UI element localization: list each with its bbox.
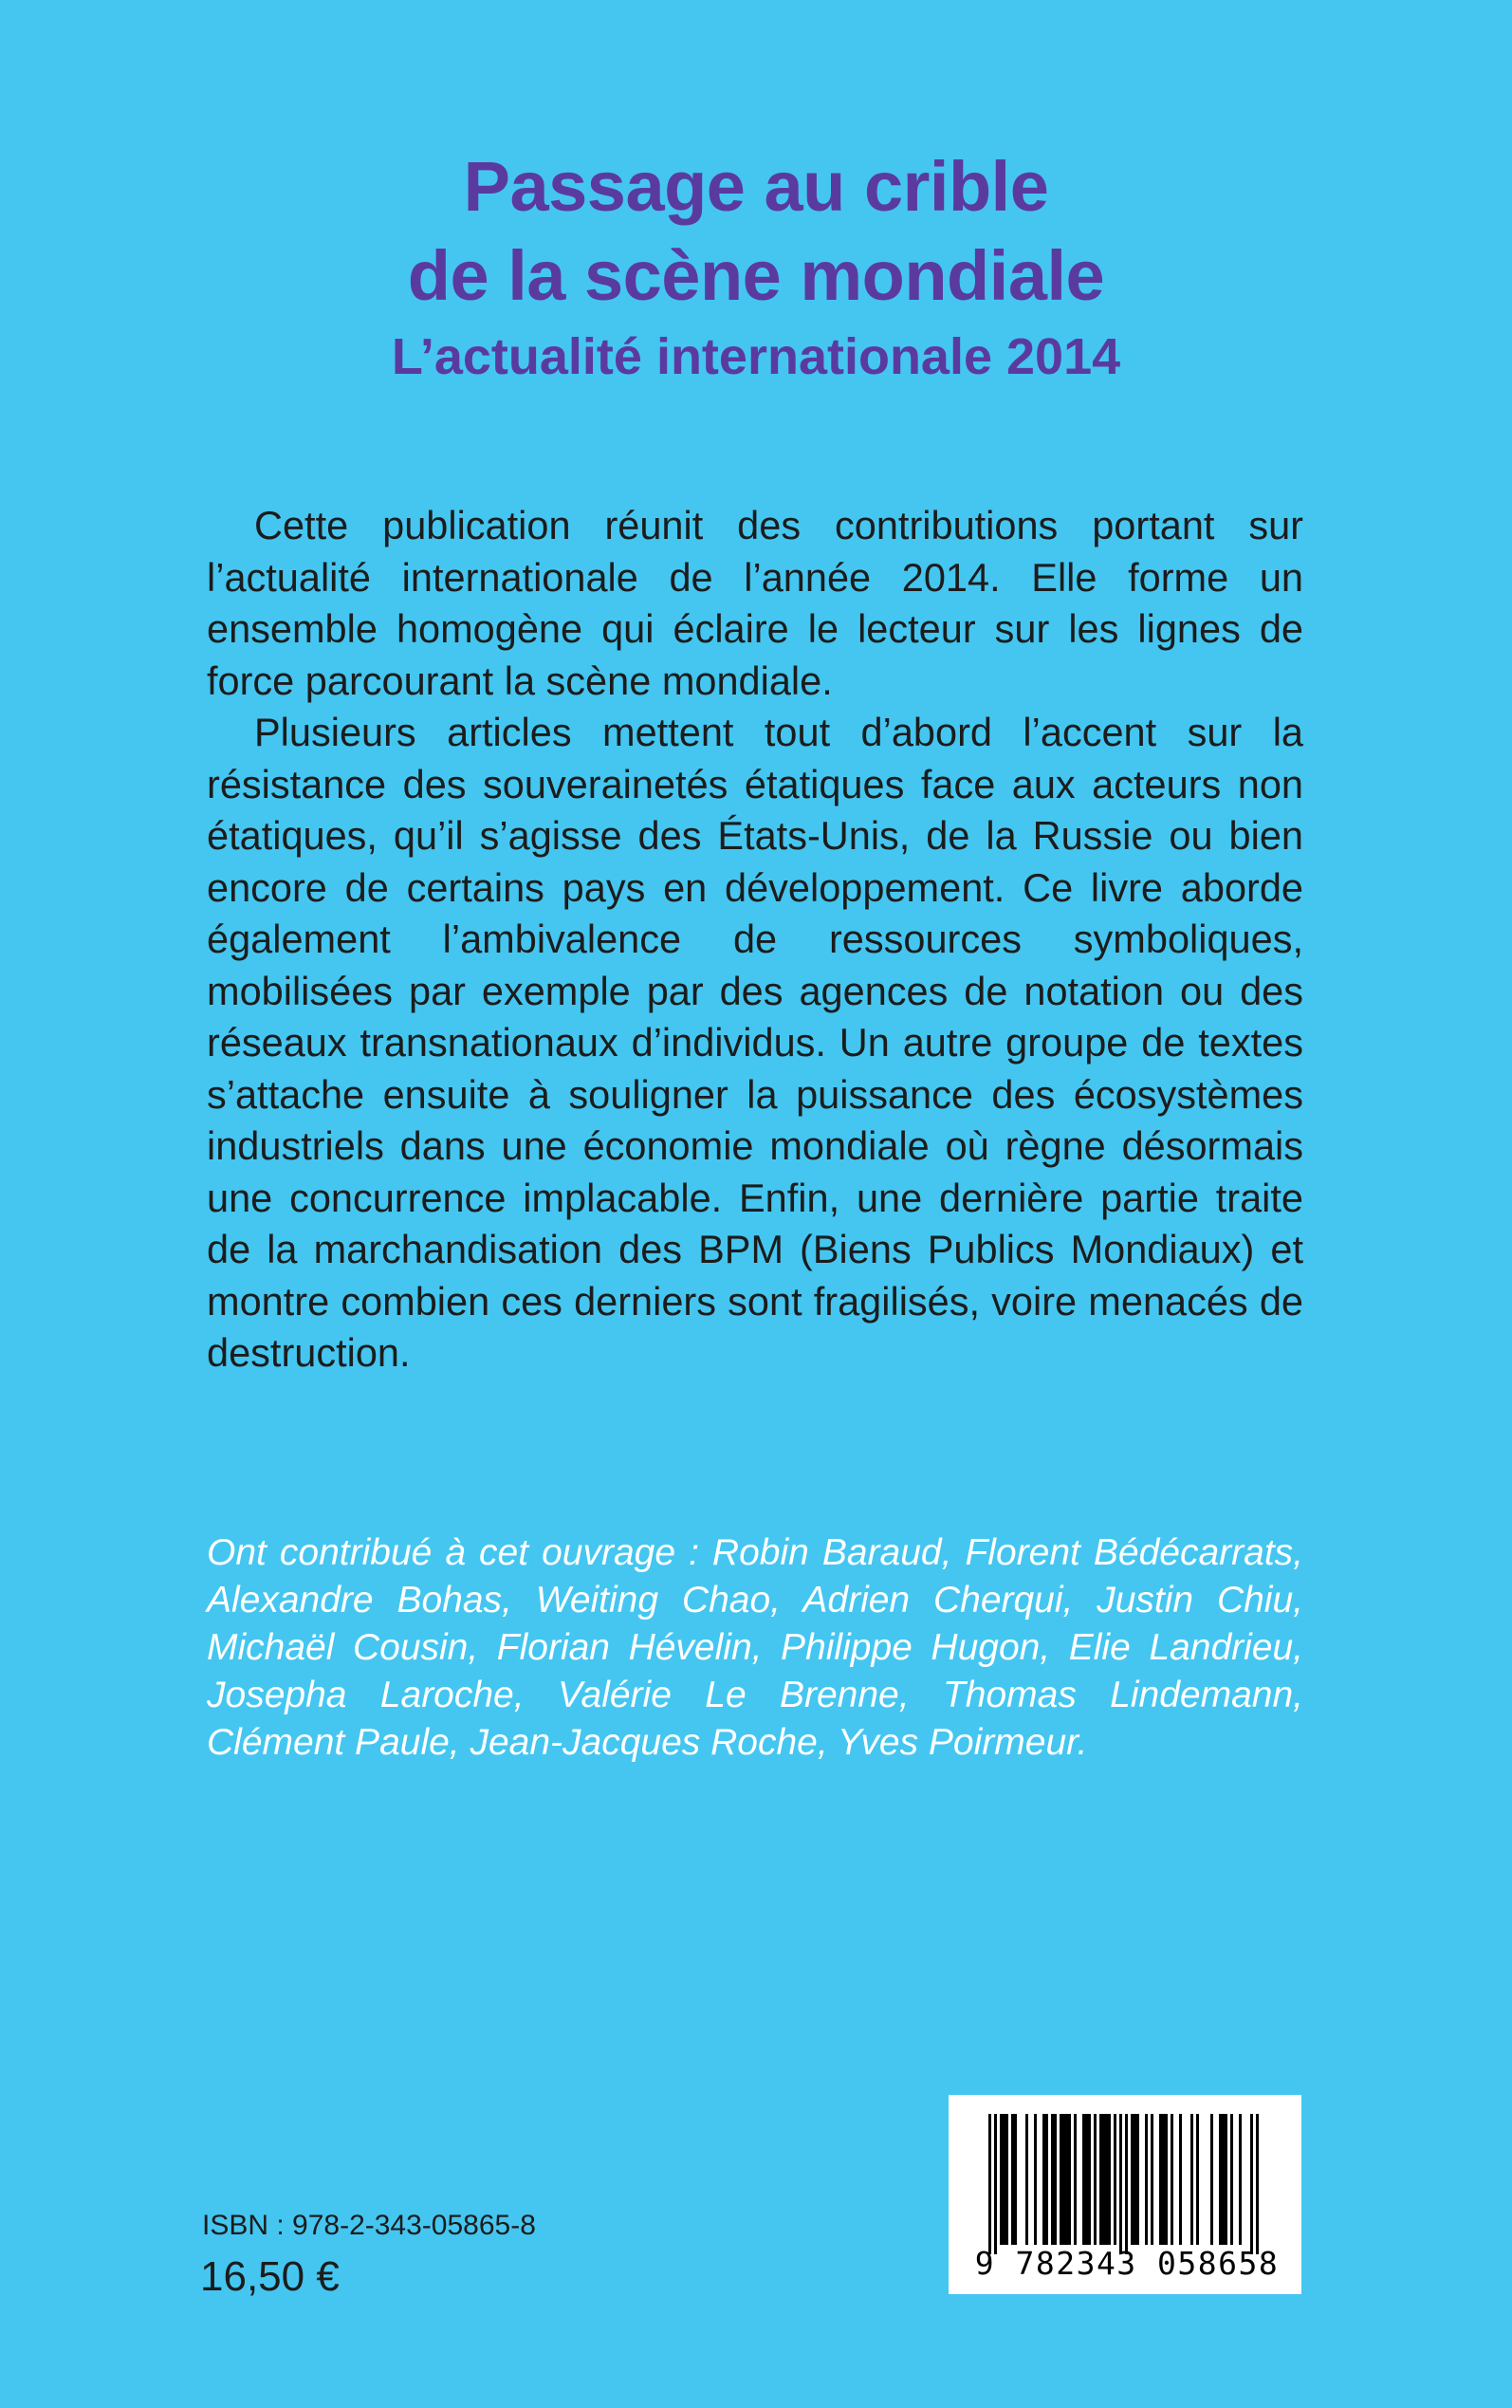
barcode-bar: [1062, 2114, 1065, 2245]
isbn-text: ISBN : 978-2-343-05865-8: [202, 2210, 536, 2241]
barcode-bar: [1136, 2114, 1139, 2245]
barcode-bar: [1171, 2114, 1173, 2245]
book-summary: [207, 500, 1303, 1380]
barcode-digits: 9 782343 058658: [974, 2245, 1280, 2282]
barcode-bar: [1239, 2114, 1242, 2245]
barcode-bar: [1014, 2114, 1017, 2245]
barcode-bar: [1025, 2114, 1028, 2245]
summary-paragraph-2: Plusieurs articles mettent tout d’abord l’accent sur la résistance des souverainetés étatiques face aux acteurs non étatiques, qu’il s’agisse des États-Unis, de la Russie ou bien encore de certains pays en développement. Ce livre aborde également l’ambivalence de ressources symboliques, mobilisées par exemple par des agences de notation ou des réseaux transnationaux d’individus. Un autre groupe de textes s’attache ensuite à souligner la puissance des écosystèmes industriels dans une économie mondiale où règne désormais une concurrence implacable. Enfin, une dernière partie traite de la marchandisation des BPM (Biens Publics Mondiaux) et montre combien ces derniers sont fragilisés, voire menacés de destruction.: [207, 710, 1303, 1375]
barcode-bar: [1102, 2114, 1105, 2245]
barcode-bar: [1068, 2114, 1071, 2245]
barcode-bar: [1108, 2114, 1111, 2245]
book-title-line-1: Passage au crible: [463, 147, 1049, 226]
barcode-bar: [1082, 2114, 1085, 2245]
barcode-bar: [1003, 2114, 1005, 2245]
barcode-bar: [1105, 2114, 1108, 2245]
barcode-bar: [1225, 2114, 1227, 2245]
title-block: [0, 142, 1512, 391]
contributors-list: Ont contribué à cet ouvrage : Robin Baraud, Florent Bédécarrats, Alexandre Bohas, Weiting Chao, Adrien Cherqui, Justin Chiu, Michaël Cousin, Florian Hévelin, Philippe Hugon, Elie Landrieu, Josepha Laroche, Valérie Le Brenne, Thomas Lindemann, Clément Paule, Jean-Jacques Roche, Yves Poirmeur.: [207, 1532, 1303, 1763]
barcode-bar: [1125, 2114, 1128, 2254]
barcode-bar: [1065, 2114, 1068, 2245]
summary-paragraph-1: Cette publication réunit des contributions portant sur l’actualité internationale de l’année 2014. Elle forme un ensemble homogène qui éclaire le lecteur sur les lignes de force parcourant la scène mondiale.: [207, 503, 1303, 703]
barcode-bar: [1145, 2114, 1148, 2245]
barcode-bar: [1256, 2114, 1259, 2254]
barcode-bar: [1114, 2114, 1116, 2245]
barcode-bar: [1230, 2114, 1233, 2245]
barcode-bar: [1219, 2114, 1222, 2245]
barcode-bar: [1190, 2114, 1193, 2245]
barcode-bar: [988, 2114, 991, 2254]
barcode-bar: [1034, 2114, 1037, 2245]
barcode-bar: [1210, 2114, 1213, 2245]
barcode-bar: [1094, 2114, 1097, 2245]
barcode-bar: [1045, 2114, 1048, 2245]
barcode: [949, 2095, 1301, 2294]
barcode-bar: [1162, 2114, 1165, 2245]
barcode-bar: [1000, 2114, 1003, 2245]
book-title-line-2: de la scène mondiale: [407, 236, 1105, 315]
book-subtitle: L’actualité internationale 2014: [391, 328, 1121, 385]
barcode-bar: [1131, 2114, 1134, 2245]
barcode-bar: [1074, 2114, 1077, 2245]
barcode-bar: [1005, 2114, 1008, 2245]
barcode-bar: [1054, 2114, 1057, 2245]
price-text: 16,50 €: [200, 2253, 340, 2300]
barcode-bar: [1196, 2114, 1199, 2245]
barcode-bar: [1222, 2114, 1225, 2245]
barcode-bar: [1250, 2114, 1253, 2254]
barcode-bar: [1119, 2114, 1122, 2254]
barcode-bar: [1099, 2114, 1102, 2245]
barcode-bar: [1051, 2114, 1054, 2245]
barcode-bar: [1085, 2114, 1088, 2245]
barcode-bar: [1011, 2114, 1014, 2245]
barcode-bar: [994, 2114, 997, 2254]
barcode-bar: [1179, 2114, 1182, 2245]
barcode-bar: [1042, 2114, 1045, 2245]
barcode-bar: [1151, 2114, 1153, 2245]
barcode-bar: [1060, 2114, 1062, 2245]
barcode-bar: [1159, 2114, 1162, 2245]
barcode-bar: [1134, 2114, 1136, 2245]
barcode-bar: [1088, 2114, 1091, 2245]
barcode-bar: [1165, 2114, 1168, 2245]
